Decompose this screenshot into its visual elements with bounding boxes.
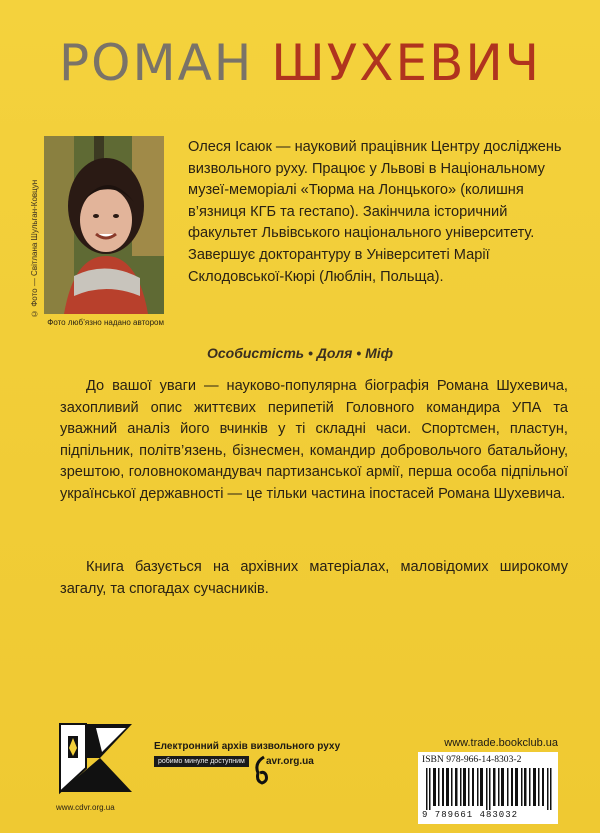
archive-slogan: робимо минуле доступним [154,756,249,767]
tagline: Особистість • Доля • Міф [206,345,394,361]
title-first-name: РОМАН [58,34,254,92]
archive-title: Електронний архів визвольного руху [154,741,341,752]
archive-site: avr.org.ua [266,756,314,767]
barcode-digits: 9 789661 483032 [422,810,519,820]
title-last-name: ШУХЕВИЧ [271,34,542,92]
photo-credit: © Фото — Світлана Шульган-Ковцун [30,179,39,318]
author-portrait-image [44,136,164,314]
isbn-number: ISBN 978-966-14-8303-2 [422,754,522,765]
publisher-url: www.cdvr.org.ua [56,803,115,812]
cdvr-logo-icon [56,718,136,798]
isbn-barcode [418,752,558,824]
author-bio: Олеся Ісаюк — науковий працівник Центру досліджень визвольного руху. Працює у Львові в Національному музеї-меморіалі «Тюрма на Лонцького» (колишня в’язниця КГБ та гестапо). Закінчила історичний факультет Львівського національного університету. Завершує докторантуру в Університеті Марії Склодовської-Кюрі (Люблін, Польща). [188,139,562,285]
barcode-bars [426,768,552,810]
bookclub-url: www.trade.bookclub.ua [444,737,558,749]
sources-paragraph: Книга базується на архівних матеріалах, маловідомих широкому загалу, та спогадах сучасників. [60,559,568,597]
description-paragraph: До вашої уваги — науково-популярна біографія Романа Шухевича, захопливий опис життєвих перипетій Головного командира УПА та уважний аналіз його вчинків у ті складні часи. Спортсмен, пластун, підпільник, політв’язень, бізнесмен, командир добровольчого батальйону, зрештою, головнокомандувач партизанської армії, перша особа підпільної української державності — це тільки частина іпостасей Романа Шухевича. [60,378,568,502]
author-photo [44,136,164,314]
book-title [0,34,600,92]
photo-caption: Фото люб’язно надано автором [47,318,164,327]
